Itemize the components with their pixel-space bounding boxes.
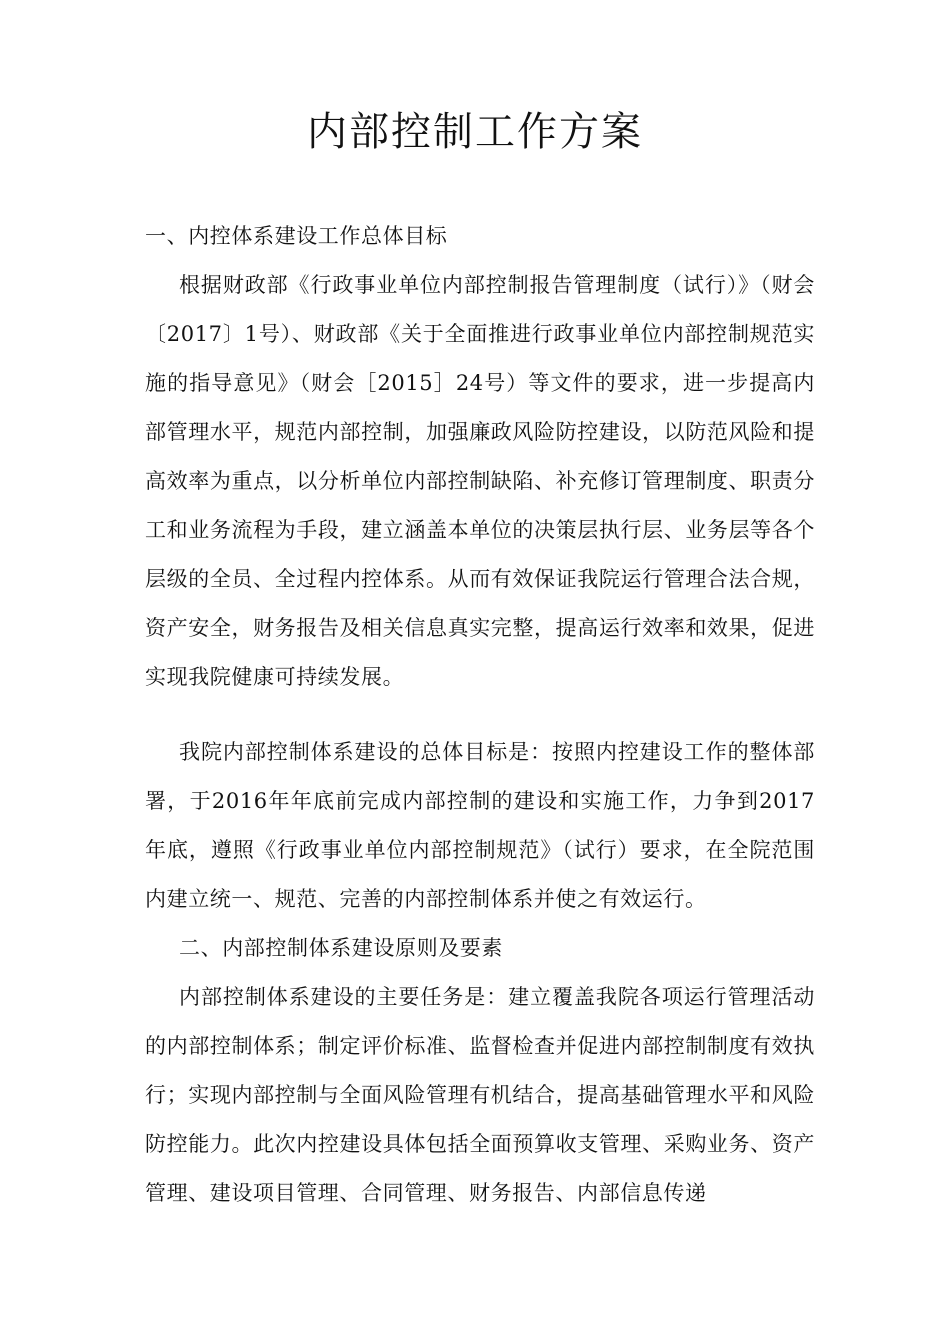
- paragraph-3: 内部控制体系建设的主要任务是：建立覆盖我院各项运行管理活动的内部控制体系；制定评价标准、监督检查并促进内部控制制度有效执行；实现内部控制与全面风险管理有机结合，提高基础管理水平和风险防控能力。此次内控建设具体包括全面预算收支管理、采购业务、资产管理、建设项目管理、合同管理、财务报告、内部信息传递: [145, 985, 815, 1205]
- paragraph-2: 我院内部控制体系建设的总体目标是：按照内控建设工作的整体部署，于2016年年底前完成内部控制的建设和实施工作，力争到2017年底，遵照《行政事业单位内部控制规范》（试行）要求，在全院范围内建立统一、规范、完善的内部控制体系并使之有效运行。: [145, 740, 815, 911]
- section-heading-2: 二、内部控制体系建设原则及要素: [179, 936, 503, 960]
- section-heading-1: 一、内控体系建设工作总体目标: [145, 224, 448, 248]
- document-title: 内部控制工作方案: [307, 109, 643, 155]
- paragraph-1: 根据财政部《行政事业单位内部控制报告管理制度（试行）》（财会〔2017〕1号）、财政部《关于全面推进行政事业单位内部控制规范实施的指导意见》（财会［2015］24号）等文件的要求，进一步提高内部管理水平，规范内部控制，加强廉政风险防控建设，以防范风险和提高效率为重点，以分析单位内部控制缺陷、补充修订管理制度、职责分工和业务流程为手段，建立涵盖本单位的决策层执行层、业务层等各个层级的全员、全过程内控体系。从而有效保证我院运行管理合法合规，资产安全，财务报告及相关信息真实完整，提高运行效率和效果，促进实现我院健康可持续发展。: [145, 273, 815, 689]
